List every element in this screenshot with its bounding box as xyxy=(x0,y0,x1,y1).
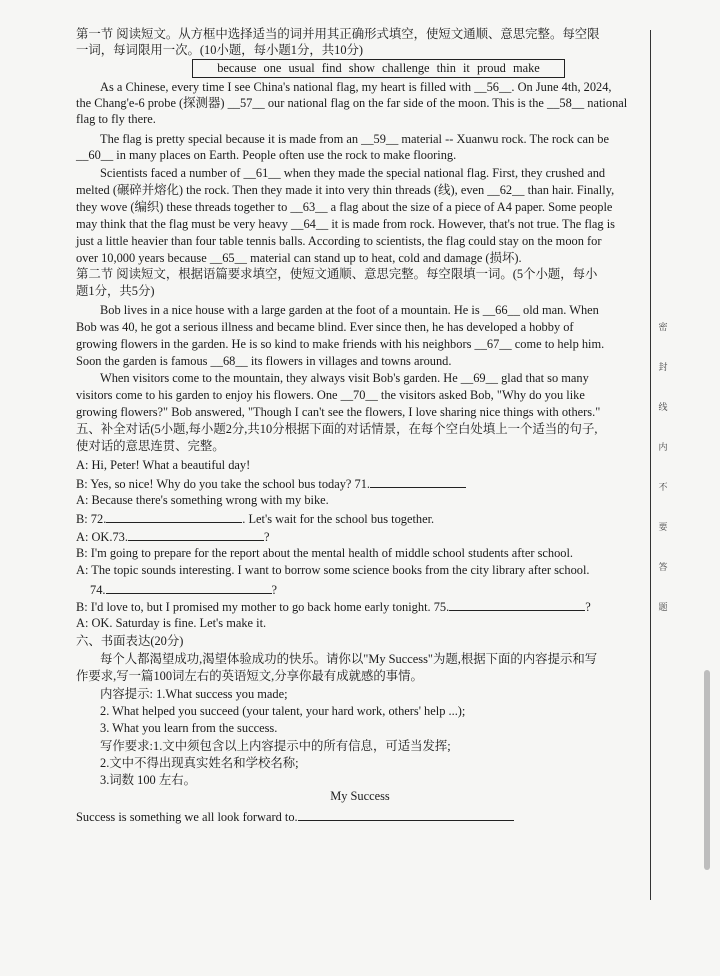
answer-blank-74[interactable] xyxy=(106,581,272,594)
passage-line: The flag is pretty special because it is made from an __59__ material -- Xuanwu rock. The rock can be xyxy=(100,132,609,146)
passage-line: Scientists faced a number of __61__ when they made the special national flag. First, they crushed and xyxy=(100,166,606,180)
dialogue-text: . Let's wait for the school bus together. xyxy=(242,512,435,526)
scrollbar[interactable] xyxy=(704,670,710,870)
writing-hint: 3. What you learn from the success. xyxy=(100,721,278,735)
passage-line: flag to fly there. xyxy=(76,112,156,126)
dialogue-line: A: OK. Saturday is fine. Let's make it. xyxy=(76,616,267,630)
dialogue-line xyxy=(76,510,434,527)
dialogue-line: A: OK.73. ? xyxy=(76,530,270,544)
dialogue-line: A: Because there's something wrong with my bike. xyxy=(76,493,329,507)
passage-line: they wove (编织) these threads together to __63__ a flag about the size of a piece of A4 paper. Some people xyxy=(76,200,613,214)
binding-char: 内 xyxy=(658,442,668,452)
passage-line: When visitors come to the mountain, they always visit Bob's garden. He __69__ glad that so many xyxy=(100,371,589,385)
writing-hint: 2. What helped you succeed (your talent, your hard work, others' help ...); xyxy=(100,704,466,718)
dialogue-line: B: I'd love to, but I promised my mother to go back home early tonight. 75. ? xyxy=(76,600,591,614)
section1-instruction: 一词，每词限用一次。(10小题，每小题1分，共10分) xyxy=(76,43,364,57)
essay-start: Success is something we all look forward to. xyxy=(76,810,298,824)
dialogue-line xyxy=(76,475,466,492)
writing-requirement: 2.文中不得出现真实姓名和学校名称; xyxy=(100,756,299,770)
section2-instruction: 第二节 阅读短文，根据语篇要求填空，使短文通顺、意思完整。每空限填一词。(5个小题，每小 xyxy=(76,267,598,281)
binding-char: 题 xyxy=(658,602,668,612)
dialogue-text: B: I'd love to, but I promised my mother to go back home early tonight. 75. xyxy=(76,600,450,614)
essay-title: My Success xyxy=(330,789,390,803)
binding-char: 不 xyxy=(658,482,668,492)
writing-requirement: 写作要求:1.文中须包含以上内容提示中的所有信息，可适当发挥; xyxy=(100,739,451,753)
section5-heading: 使对话的意思连贯、完整。 xyxy=(76,439,225,453)
passage-line: visitors come to his garden to enjoy his flowers. One __70__ the visitors asked Bob, "Why do you like xyxy=(76,388,585,402)
passage-line: growing flowers?" Bob answered, "Though I can't see the flowers, I love sharing nice things with others." xyxy=(76,405,601,419)
binding-char: 封 xyxy=(658,362,668,372)
writing-hint: 内容提示: 1.What success you made; xyxy=(100,687,288,701)
passage-line: __60__ in many places on Earth. People often use the rock to make flooring. xyxy=(76,148,457,162)
passage-line: melted (碾碎并熔化) the rock. Then they made it into very thin threads (线), even __62__ than hair. Finally, xyxy=(76,183,615,197)
dialogue-line: B: I'm going to prepare for the report about the mental health of middle school students after school. xyxy=(76,546,574,560)
dialogue-line: A: The topic sounds interesting. I want to borrow some science books from the city library after school. xyxy=(76,563,590,577)
binding-char: 要 xyxy=(658,522,668,532)
answer-blank-71[interactable] xyxy=(370,475,466,488)
writing-intro: 作要求,写一篇100词左右的英语短文,分享你最有成就感的事情。 xyxy=(76,669,423,683)
section5-heading: 五、补全对话(5小题,每小题2分,共10分根据下面的对话情景，在每个空白处填上一个适当的句子, xyxy=(76,422,598,436)
word-bank-box: because one usual find show challenge thin it proud make xyxy=(192,59,565,78)
binding-char: 线 xyxy=(658,402,668,412)
passage-line: Bob lives in a nice house with a large garden at the foot of a mountain. He is __66__ old man. When xyxy=(100,303,599,317)
section6-heading: 六、书面表达(20分) xyxy=(76,634,184,648)
dialogue-line: A: Hi, Peter! What a beautiful day! xyxy=(76,458,251,472)
passage-line: the Chang'e-6 probe (探测器) __57__ our national flag on the far side of the moon. This is the __58__ national xyxy=(76,96,628,110)
binding-char: 答 xyxy=(658,562,668,572)
answer-blank-75[interactable] xyxy=(449,598,585,611)
binding-notice xyxy=(656,320,670,640)
section2-instruction: 题1分，共5分) xyxy=(76,284,155,298)
answer-blank-72[interactable] xyxy=(106,510,242,523)
passage-line: As a Chinese, every time I see China's national flag, my heart is filled with __56__. On June 4th, 2024, xyxy=(100,80,612,94)
answer-blank-73[interactable] xyxy=(128,528,264,541)
dialogue-line: 74. ? xyxy=(90,583,277,597)
binding-char: 密 xyxy=(658,322,668,332)
binding-line xyxy=(650,30,651,900)
writing-requirement: 3.词数 100 左右。 xyxy=(100,773,197,787)
passage-line: may think that the flag must be very heavy __64__ it is made from rock. However, that's not true. The flag is xyxy=(76,217,615,231)
dialogue-text: A: OK.73. xyxy=(76,530,128,544)
passage-line: Bob was 40, he got a serious illness and became blind. Ever since then, he has developed a hobby of xyxy=(76,320,574,334)
section1-instruction: 第一节 阅读短文。从方框中选择适当的词并用其正确形式填空，使短文通顺、意思完整。每空限 xyxy=(76,27,600,41)
passage-line: Soon the garden is famous __68__ its flowers in villages and towns around. xyxy=(76,354,452,368)
essay-first-line xyxy=(76,808,514,825)
passage-line: over 10,000 years because __65__ material can stand up to heat, cold and damage (损坏). xyxy=(76,251,522,265)
passage-line: growing flowers in the garden. He is so kind to make friends with his neighbors __67__ come to help him. xyxy=(76,337,605,351)
dialogue-text: 74. xyxy=(90,583,106,597)
essay-writing-line[interactable] xyxy=(298,808,514,821)
passage-line: just a little heavier than four table tennis balls. According to scientists, the flag could stay on the moon for xyxy=(76,234,602,248)
dialogue-text: B: 72. xyxy=(76,512,107,526)
writing-intro: 每个人都渴望成功,渴望体验成功的快乐。请你以"My Success"为题,根据下面的内容提示和写 xyxy=(100,652,598,666)
dialogue-text: B: Yes, so nice! Why do you take the school bus today? 71. xyxy=(76,477,371,491)
